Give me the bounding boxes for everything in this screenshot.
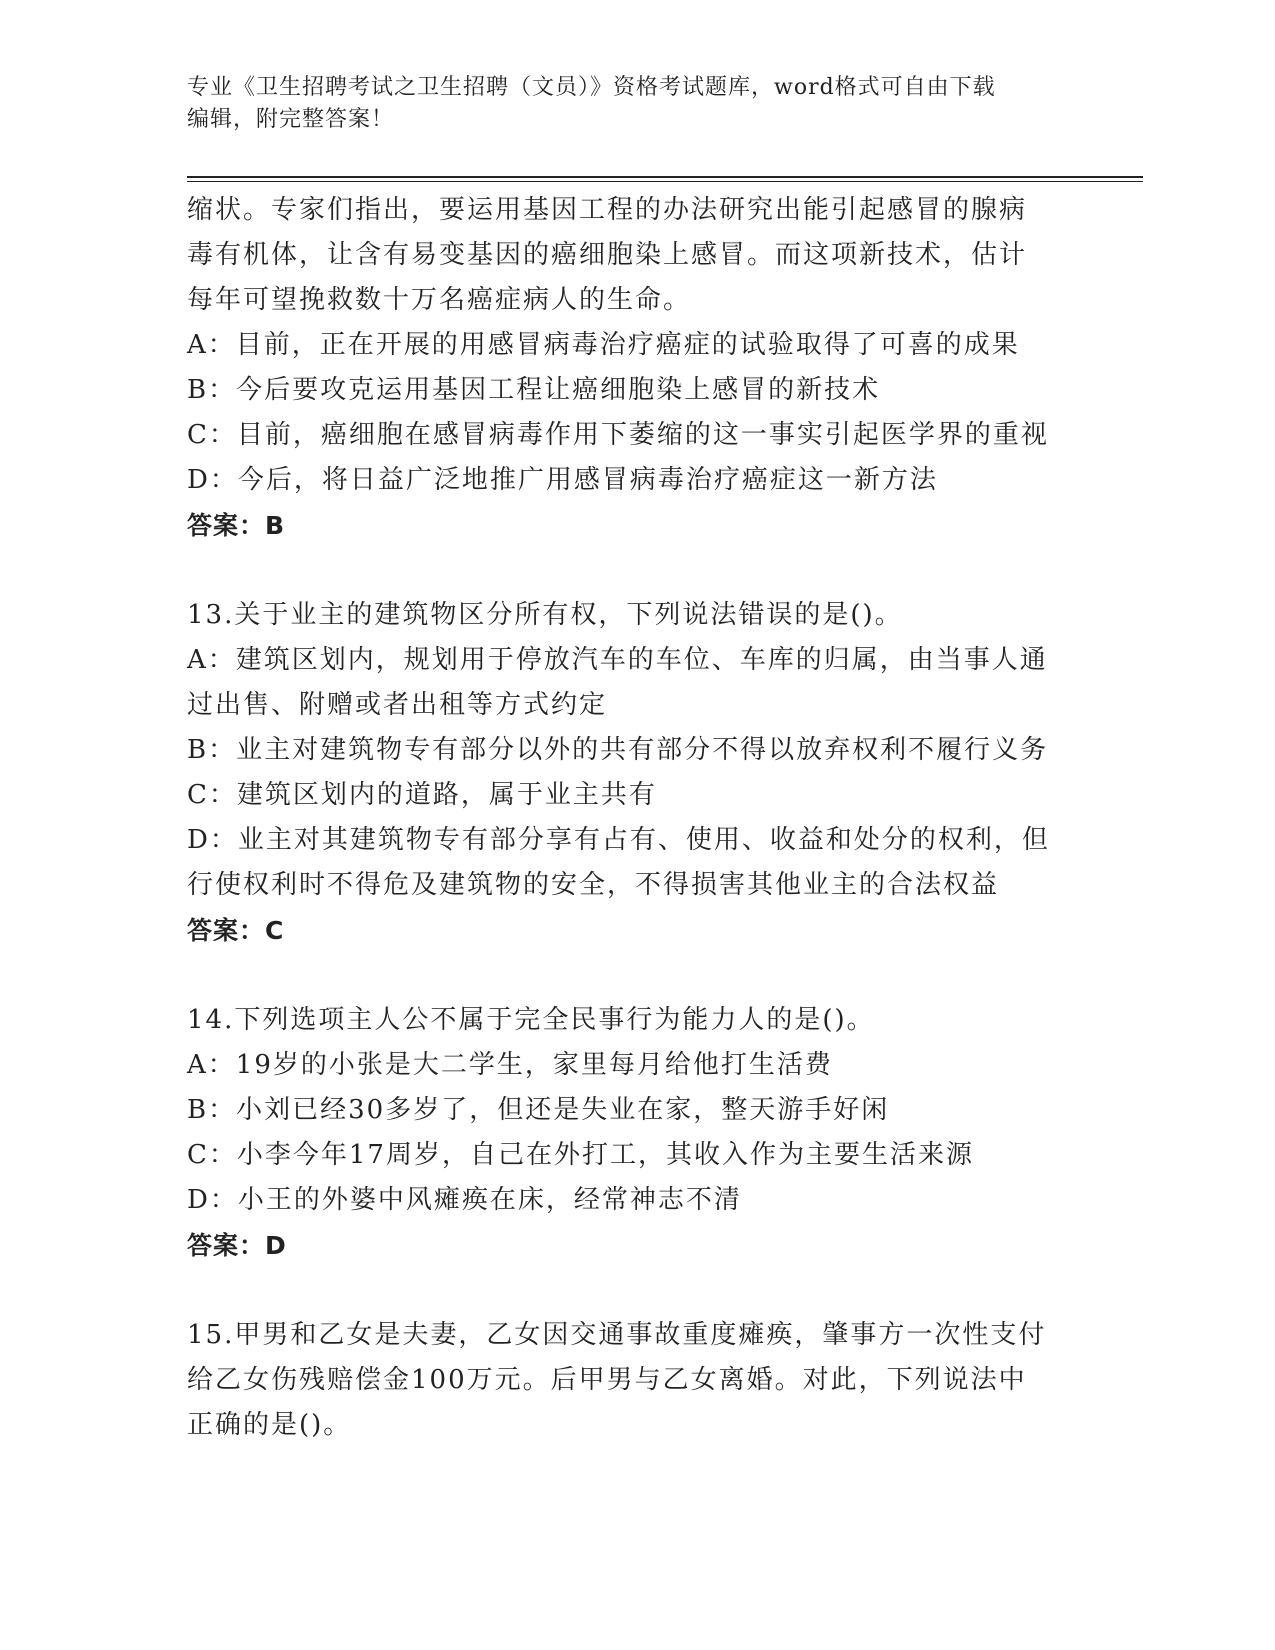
spacer: [187, 548, 1077, 593]
header-rule-thick: [187, 176, 1143, 178]
question-stem-line: 毒有机体，让含有易变基因的癌细胞染上感冒。而这项新技术，估计: [187, 240, 1028, 270]
option-b: B：今后要攻克运用基因工程让癌细胞染上感冒的新技术: [187, 375, 881, 405]
question-list: [187, 188, 1077, 1448]
question-15: [187, 1313, 1077, 1448]
question-stem-line: 15.甲男和乙女是夫妻，乙女因交通事故重度瘫痪，肇事方一次性支付: [187, 1320, 1047, 1350]
question-14: [187, 998, 1077, 1268]
question-stem-line: 14.下列选项主人公不属于完全民事行为能力人的是()。: [187, 1005, 875, 1035]
option-a: A：19岁的小张是大二学生，家里每月给他打生活费: [187, 1050, 833, 1080]
option-d-continued: 行使权利时不得危及建筑物的安全，不得损害其他业主的合法权益: [187, 870, 1000, 900]
header-line-1: 专业《卫生招聘考试之卫生招聘（文员）》资格考试题库，word格式可自由下载: [187, 75, 996, 100]
header-rule-thin: [187, 181, 1143, 182]
option-c: C：目前，癌细胞在感冒病毒作用下萎缩的这一事实引起医学界的重视: [187, 420, 1049, 450]
question-stem-line: 缩状。专家们指出，要运用基因工程的办法研究出能引起感冒的腺病: [187, 195, 1028, 225]
answer-label: 答案：B: [187, 511, 286, 540]
question-12: [187, 188, 1077, 548]
option-d: D：业主对其建筑物专有部分享有占有、使用、收益和处分的权利，但: [187, 825, 1050, 855]
answer-label: 答案：D: [187, 1231, 287, 1260]
option-b: B：业主对建筑物专有部分以外的共有部分不得以放弃权利不履行义务: [187, 735, 1049, 765]
option-c: C：小李今年17周岁，自己在外打工，其收入作为主要生活来源: [187, 1140, 974, 1170]
option-b: B：小刘已经30多岁了，但还是失业在家，整天游手好闲: [187, 1095, 890, 1125]
question-stem-line: 每年可望挽救数十万名癌症病人的生命。: [187, 285, 692, 315]
question-stem-line: 正确的是()。: [187, 1410, 352, 1440]
answer-label: 答案：C: [187, 916, 285, 945]
option-a: A：建筑区划内，规划用于停放汽车的车位、车库的归属，由当事人通: [187, 645, 1048, 675]
question-13: [187, 593, 1077, 953]
option-a: A：目前，正在开展的用感冒病毒治疗癌症的试验取得了可喜的成果: [187, 330, 1020, 360]
option-c: C：建筑区划内的道路，属于业主共有: [187, 780, 657, 810]
spacer: [187, 953, 1077, 998]
question-stem-line: 13.关于业主的建筑物区分所有权，下列说法错误的是()。: [187, 600, 903, 630]
spacer: [187, 1268, 1077, 1313]
header-line-2: 编辑，附完整答案！: [187, 107, 395, 132]
option-a-continued: 过出售、附赠或者出租等方式约定: [187, 690, 608, 720]
option-d: D：今后，将日益广泛地推广用感冒病毒治疗癌症这一新方法: [187, 465, 938, 495]
option-d: D：小王的外婆中风瘫痪在床，经常神志不清: [187, 1185, 742, 1215]
page-header: [187, 72, 1067, 136]
question-stem-line: 给乙女伤残赔偿金100万元。后甲男与乙女离婚。对此，下列说法中: [187, 1365, 1027, 1395]
